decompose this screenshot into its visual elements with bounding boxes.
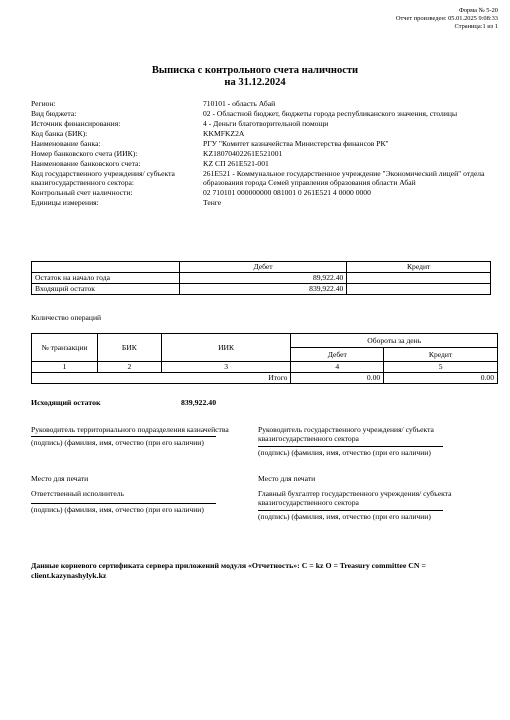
balance-label: Входящий остаток	[32, 284, 180, 295]
info-row-bank-code	[31, 129, 491, 138]
table-row	[32, 273, 491, 284]
info-row-control-account	[31, 188, 491, 197]
institution-head-signature	[258, 425, 493, 457]
balance-label: Остаток на начало года	[32, 273, 180, 284]
info-label: Контрольный счет наличности:	[31, 188, 133, 198]
form-number: Форма № 5-20	[458, 7, 498, 14]
signature-hint: (подпись) (фамилия, имя, отчество (при его наличии)	[31, 438, 204, 448]
info-value: KZ СП 261E521-001	[203, 159, 269, 168]
signature-line	[258, 446, 443, 447]
info-value: 710101 - область Абай	[203, 99, 276, 108]
bik-header: БИК	[97, 334, 161, 362]
operations-header-row	[32, 334, 498, 348]
info-label: Источник финансирования:	[31, 119, 121, 128]
info-value: 02 710101 000000000 081001 0 261E521 4 0000 0000	[203, 188, 371, 198]
column-number: 1	[32, 362, 98, 373]
column-number: 2	[97, 362, 161, 373]
info-value: 02 - Областной бюджет, бюджеты города республиканского значения, столицы	[203, 109, 458, 118]
info-row-account-number	[31, 149, 491, 158]
info-label: Единицы измерения:	[31, 198, 99, 208]
balance-credit	[347, 284, 491, 295]
account-info	[31, 99, 491, 208]
info-row-budget-type	[31, 109, 491, 118]
signature-hint: (подпись) (фамилия, имя, отчество (при его наличии)	[258, 447, 431, 457]
info-row-funding-source	[31, 119, 491, 128]
signature-hint: (подпись) (фамилия, имя, отчество (при его наличии)	[31, 505, 204, 515]
balance-debit: 89,922.40	[179, 273, 347, 284]
ops-credit-header: Кредит	[384, 348, 498, 362]
closing-label: Исходящий остаток	[31, 398, 101, 407]
info-label: Код государственного учреждения/ субъекта квазигосударственного сектора:	[31, 169, 175, 188]
info-label: Наименование банка:	[31, 139, 101, 148]
info-row-units	[31, 198, 491, 207]
info-value: Тенге	[203, 198, 222, 208]
signature-role: Главный бухгалтер государственного учреждения/ субъекта квазигосударственного сектора	[258, 489, 452, 508]
info-value: KZ18070402261E521001	[203, 149, 283, 158]
info-value: KKMFKZ2A	[203, 129, 245, 138]
executor-signature	[31, 489, 236, 515]
chief-accountant-signature	[258, 489, 493, 521]
signature-line	[258, 510, 443, 511]
iik-header: ИИК	[161, 334, 291, 362]
signature-line	[31, 436, 216, 437]
closing-balance	[31, 398, 217, 407]
total-label: Итого	[32, 373, 291, 384]
info-row-account-name	[31, 159, 491, 168]
balance-empty-cell	[32, 262, 180, 273]
balance-credit	[347, 273, 491, 284]
signature-role: Руководитель государственного учреждения/ субъекта квазигосударственного сектора	[258, 425, 434, 444]
column-number: 4	[291, 362, 384, 373]
operations-title: Количество операций	[31, 313, 102, 322]
signature-role: Руководитель территориального подразделения казначейства	[31, 425, 229, 434]
form-meta	[396, 7, 498, 31]
transaction-header: № транзакции	[32, 334, 98, 362]
info-label: Регион:	[31, 99, 56, 108]
info-label: Вид бюджета:	[31, 109, 77, 118]
balance-header-row	[32, 262, 491, 273]
column-number-row	[32, 362, 498, 373]
signature-hint: (подпись) (фамилия, имя, отчество (при его наличии)	[258, 511, 431, 521]
signature-role: Ответственный исполнитель	[31, 489, 124, 498]
debit-header: Дебет	[179, 262, 347, 273]
info-row-region	[31, 99, 491, 108]
credit-header: Кредит	[347, 262, 491, 273]
stamp-place-left: Место для печати	[31, 474, 89, 483]
column-number: 3	[161, 362, 291, 373]
treasury-head-signature	[31, 425, 236, 448]
total-credit: 0.00	[384, 373, 498, 384]
info-label: Код банка (БИК):	[31, 129, 88, 138]
info-value: РГУ "Комитет казначейства Министерства финансов РК"	[203, 139, 389, 148]
document-title: Выписка с контрольного счета наличности	[151, 65, 359, 76]
stamp-place-right: Место для печати	[258, 474, 316, 483]
turnover-header: Обороты за день	[291, 334, 498, 348]
info-value: 261E521 - Коммунальное государственное учреждение "Экономический лицей" отдела образования города Семей управления образования области Абай	[203, 169, 485, 188]
info-value: 4 - Деньги благотворительной помощи	[203, 119, 329, 128]
signature-line	[31, 503, 216, 504]
column-number: 5	[384, 362, 498, 373]
report-date: Отчет произведен: 05.01.2025 9:08:33	[395, 15, 498, 22]
operations-table	[31, 333, 498, 384]
document-date: на 31.12.2024	[224, 77, 286, 88]
table-row	[32, 284, 491, 295]
balance-debit: 839,922.40	[179, 284, 347, 295]
info-row-institution	[31, 169, 491, 188]
info-label: Номер банковского счета (ИИК):	[31, 149, 138, 158]
closing-amount: 839,922.40	[181, 398, 217, 407]
total-row	[32, 373, 498, 384]
balance-table	[31, 261, 491, 295]
info-label: Наименование банковского счета:	[31, 159, 141, 168]
certificate-info: Данные корневого сертификата сервера приложений модуля «Отчетность»: C = kz O = Treasury committee CN = client.kazynashylyk.kz	[31, 561, 426, 580]
total-debit: 0.00	[291, 373, 384, 384]
ops-debit-header: Дебет	[291, 348, 384, 362]
page-info: Страница:1 из 1	[454, 23, 498, 30]
info-row-bank-name	[31, 139, 491, 148]
